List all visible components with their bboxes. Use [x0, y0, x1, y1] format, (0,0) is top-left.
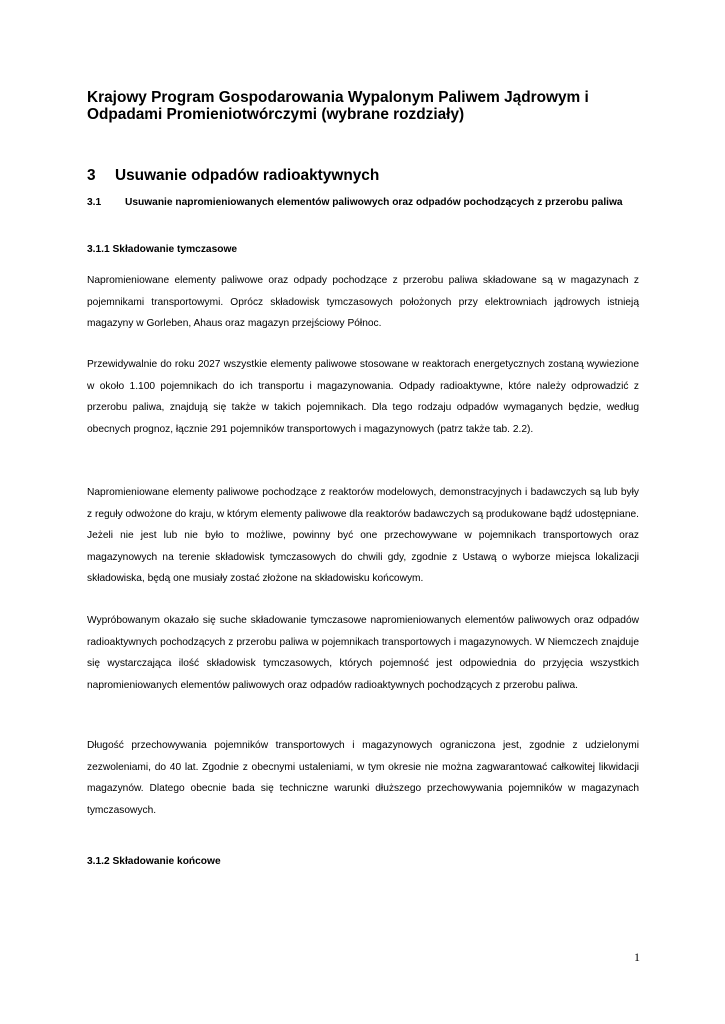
paragraph-4: Wypróbowanym okazało się suche składowanie tymczasowe napromieniowanych elementów paliwowych oraz odpadów radioaktywnych pochodzących z przerobu paliwa w pojemnikach transportowych i magazynowych. W Niemczech znajduje się wystarczająca ilość składowisk tymczasowych, których pojemność jest odpowiednia do przyjęcia wszystkich napromieniowanych elementów paliwowych oraz odpadów radioaktywnych pochodzących z przerobu paliwa.: [87, 615, 639, 691]
subsection-heading: [87, 192, 639, 214]
paragraph-5: Długość przechowywania pojemników transportowych i magazynowych ograniczona jest, zgodnie z udzielonymi zezwoleniami, do 40 lat. Zgodnie z obecnymi ustaleniami, w tym okresie nie można zagwarantować całkowitej likwidacji magazynów. Dlatego obecnie bada się techniczne warunki dłuższego przechowywania pojemników w magazynach tymczasowych.: [87, 740, 639, 816]
section-number: 3: [87, 167, 96, 184]
subsection-number: 3.1: [87, 197, 102, 208]
subsubsection-heading-storage-final: 3.1.2 Składowanie końcowe: [87, 856, 221, 867]
section-title: Usuwanie odpadów radioaktywnych: [115, 167, 380, 184]
document-title: Krajowy Program Gospodarowania Wypalonym Paliwem Jądrowym i Odpadami Promieniotwórczymi (wybrane rozdziały): [87, 89, 589, 123]
paragraph-3: Napromieniowane elementy paliwowe pochodzące z reaktorów modelowych, demonstracyjnych i badawczych są lub były z reguły odwożone do kraju, w którym elementy paliwowe dla reaktorów badawczych są produkowane bądź udostępniane. Jeżeli nie jest lub nie było to możliwe, powinny być one przechowywane w pojemnikach transportowych oraz magazynowych na terenie składowisk tymczasowych do chwili gdy, zgodnie z Ustawą o wyborze miejsca lokalizacji składowiska, będą one musiały zostać złożone na składowisku końcowym.: [87, 487, 639, 584]
subsubsection-heading-storage-temporary: 3.1.1 Składowanie tymczasowe: [87, 244, 238, 255]
paragraph-1: Napromieniowane elementy paliwowe oraz odpady pochodzące z przerobu paliwa składowane są w magazynach z pojemnikami transportowymi. Oprócz składowisk tymczasowych położonych przy elektrowniach jądrowych istnieją magazyny w Gorleben, Ahaus oraz magazyn przejściowy Północ.: [87, 275, 639, 329]
subsection-title: Usuwanie napromieniowanych elementów paliwowych oraz odpadów pochodzących z przerobu paliwa: [125, 197, 623, 208]
page-number: 1: [634, 950, 640, 964]
section-heading: [87, 167, 647, 185]
paragraph-2: Przewidywalnie do roku 2027 wszystkie elementy paliwowe stosowane w reaktorach energetycznych zostaną wywiezione w około 1.100 pojemnikach do ich transportu i magazynowania. Odpady radioaktywne, które należy odprowadzić z przerobu paliwa, znajdują się także w takich pojemnikach. Dla tego rodzaju odpadów wymaganych będzie, według obecnych prognoz, łącznie 291 pojemników transportowych i magazynowych (patrz także tab. 2.2).: [87, 359, 639, 435]
